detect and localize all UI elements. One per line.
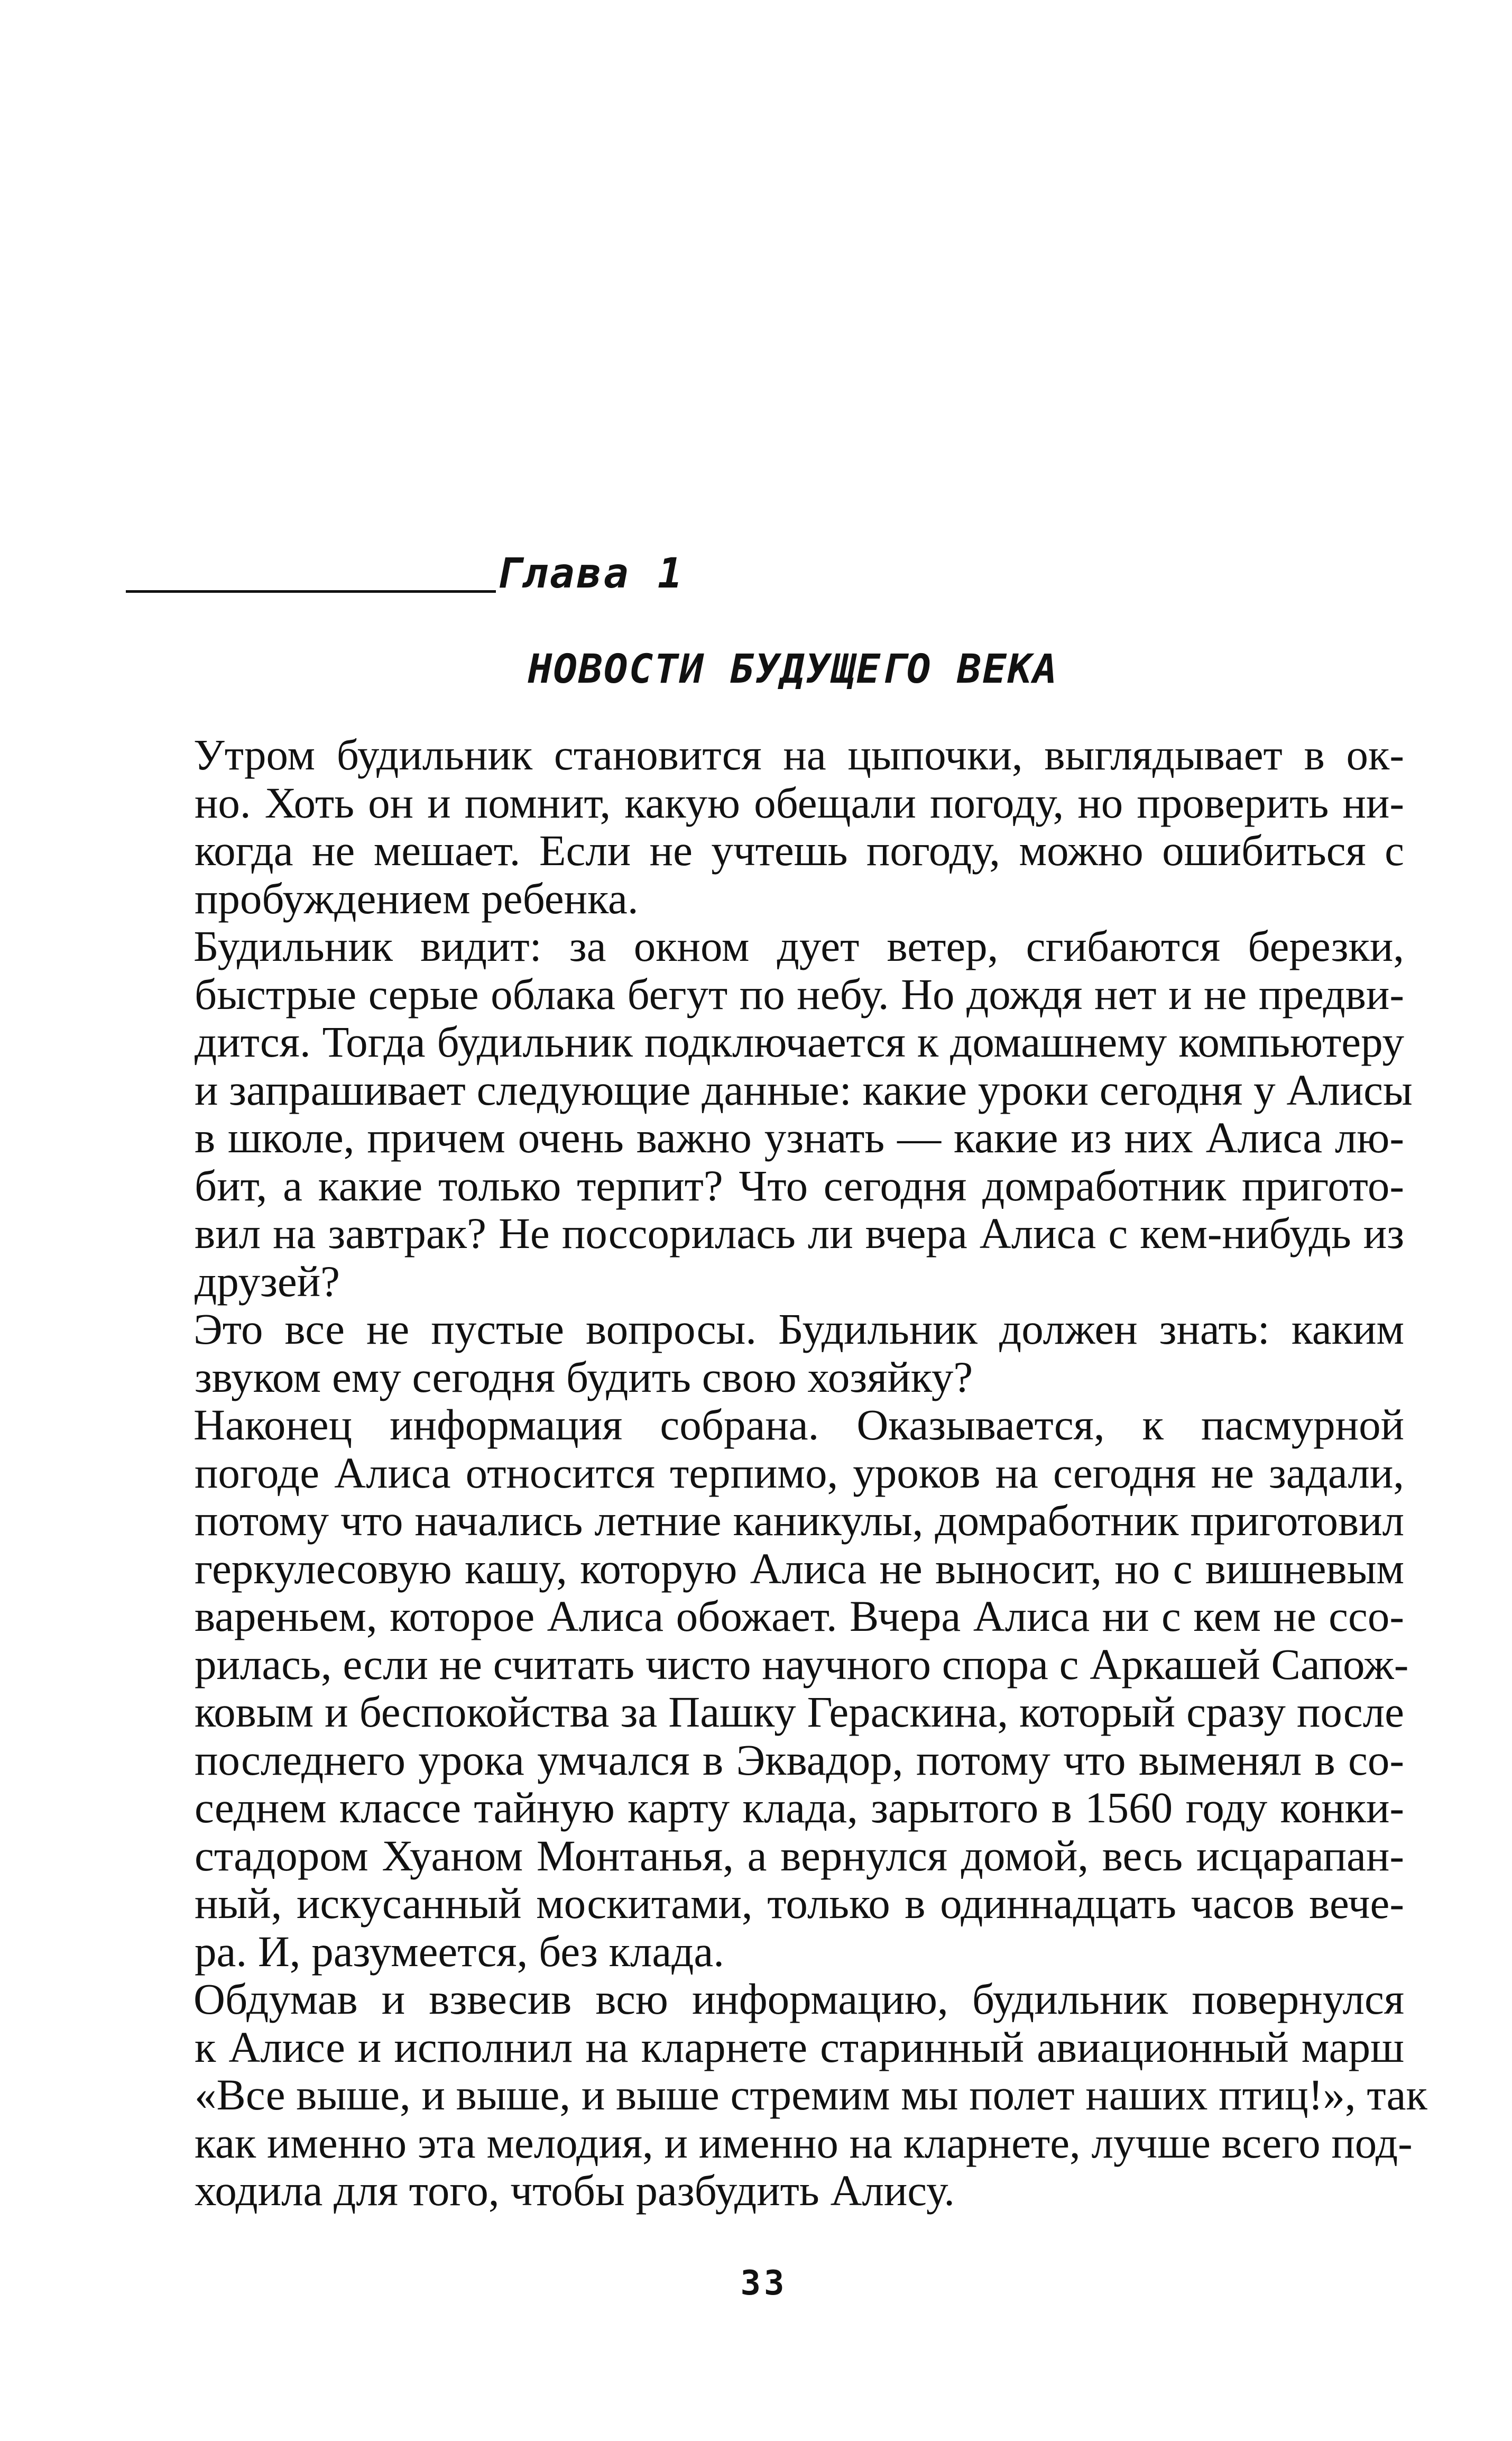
chapter-title: НОВОСТИ БУДУЩЕГО ВЕКА [528,645,1058,692]
text-line: к Алисе и исполнил на кларнете старинный авиационный марш [195,2022,1404,2071]
paragraph [126,731,1404,922]
text-line: но. Хоть он и помнит, какую обещали погоду, но проверить ни- [195,778,1404,827]
text-line: ра. И, разумеется, без клада. [195,1926,724,1976]
text-line: бит, а какие только терпит? Что сегодня домработник пригото- [195,1161,1404,1210]
text-line: дится. Тогда будильник подключается к домашнему компьютеру [195,1017,1404,1066]
text-line: и запрашивает следующие данные: какие уроки сегодня у Алисы [195,1065,1413,1114]
chapter-label: Глава 1 [496,550,685,598]
text-line: Обдумав и взвесив всю информацию, будильник повернулся [193,1975,1404,2023]
text-line: рилась, если не считать чисто научного спора с Аркашей Сапож- [195,1639,1409,1688]
text-line: звуком ему сегодня будить свою хозяйку? [195,1352,973,1401]
text-line: когда не мешает. Если не учтешь погоду, можно ошибиться с [195,826,1404,875]
text-line: вареньем, которое Алиса обожает. Вчера Алиса ни с кем не ссо- [195,1592,1404,1640]
text-line: вил на завтрак? Не поссорилась ли вчера Алиса с кем-нибудь из [195,1209,1404,1258]
text-line: Это все не пустые вопросы. Будильник должен знать: каким [193,1305,1404,1353]
text-line: как именно эта мелодия, и именно на кларнете, лучше всего под- [195,2118,1413,2167]
text-line: ковым и беспокойства за Пашку Гераскина, который сразу после [195,1687,1404,1736]
paragraph [126,1400,1409,1976]
paragraph [126,922,1413,1306]
text-line: Будильник видит: за окном дует ветер, сгибаются березки, [193,922,1404,970]
text-line: последнего урока умчался в Эквадор, потому что выменял в со- [195,1735,1404,1784]
paragraph [126,1305,1404,1401]
text-line: потому что начались летние каникулы, домработник приготовил [195,1496,1404,1545]
text-line: седнем классе тайную карту клада, зарытого в 1560 году конки- [195,1783,1404,1832]
text-line: в школе, причем очень важно узнать — какие из них Алиса лю- [195,1113,1404,1162]
text-line: друзей? [195,1256,340,1306]
text-line: Утром будильник становится на цыпочки, выглядывает в ок- [193,730,1404,779]
text-line: стадором Хуаном Монтанья, а вернулся домой, весь исцарапан- [195,1831,1404,1880]
chapter-rule [126,590,496,593]
text-line: ный, искусанный москитами, только в одиннадцать часов вече- [195,1879,1404,1928]
chapter-heading [126,545,760,608]
paragraph [126,1975,1427,2215]
text-line: пробуждением ребенка. [195,874,639,923]
text-line: Наконец информация собрана. Оказывается, к пасмурной [193,1400,1404,1449]
page-number: 33 [740,2264,788,2303]
text-line: «Все выше, и выше, и выше стремим мы полет наших птиц!», так [195,2070,1427,2119]
text-line: ходила для того, чтобы разбудить Алису. [195,2166,955,2215]
body-text [126,730,1427,2215]
text-line: быстрые серые облака бегут по небу. Но дождя нет и не предви- [195,969,1404,1018]
text-line: геркулесовую кашу, которую Алиса не выносит, но с вишневым [195,1544,1404,1593]
text-line: погоде Алиса относится терпимо, уроков на сегодня не задали, [195,1448,1404,1497]
